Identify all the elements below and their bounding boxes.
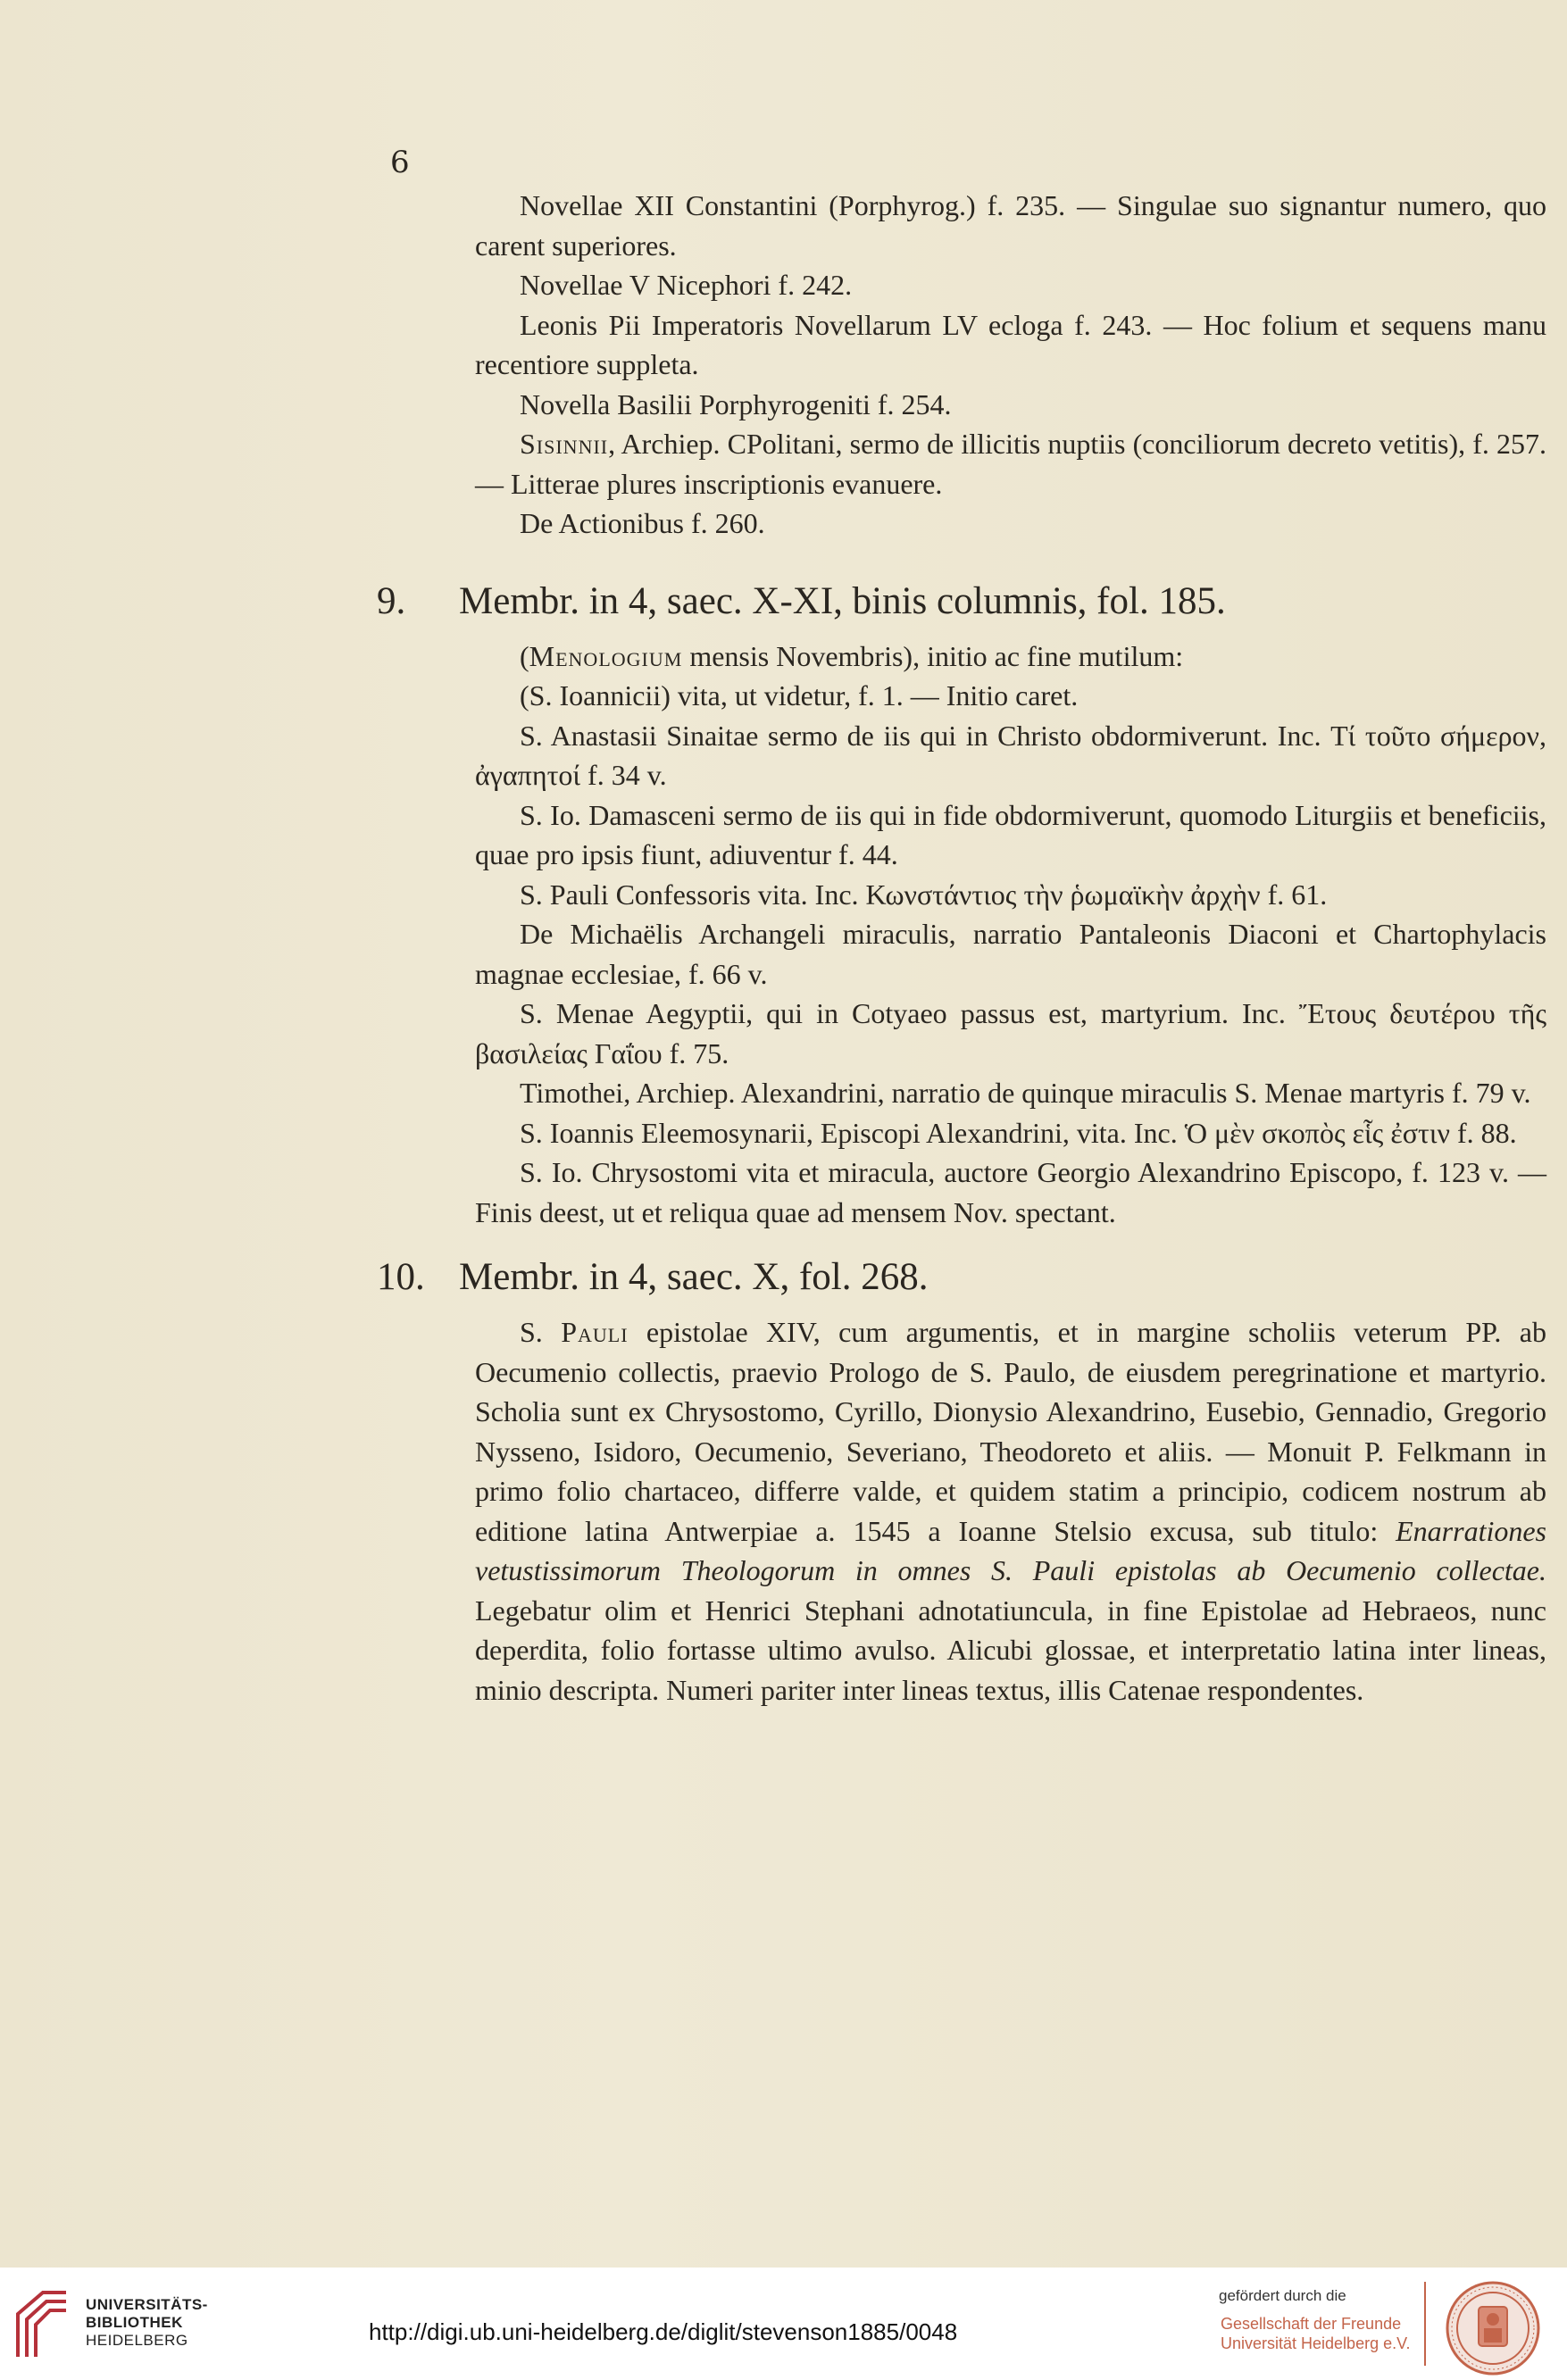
codex-number: 9. xyxy=(377,579,406,622)
codex-heading xyxy=(377,1255,1546,1300)
page-body xyxy=(377,186,1547,1710)
sponsor-name-line2: Universität Heidelberg e.V. xyxy=(1221,2334,1411,2352)
catalog-entry: (S. Ioannicii) vita, ut videtur, f. 1. — Initio caret. xyxy=(520,679,1079,712)
catalog-entry: Novellae XII Constantini (Porphyrog.) f. 235. — Singulae suo signantur numero, quo carent superiores. xyxy=(475,189,1546,262)
catalog-entry: S. Io. Chrysostomi vita et miracula, auctore Georgio Alexandrino Episcopo, f. 123 v. — Finis deest, ut et reliqua quae ad mensem Nov. spectant. xyxy=(475,1156,1546,1228)
footer-bar xyxy=(0,2268,1567,2380)
catalog-entry: S. Anastasii Sinaitae sermo de iis qui in Christo obdormiverunt. Inc. Τί τοῦτο σήμερον, ἀγαπητοί f. 34 v. xyxy=(475,719,1546,791)
catalog-entry: Timothei, Archiep. Alexandrini, narratio de quinque miraculis S. Menae martyris f. 79 v. xyxy=(520,1077,1531,1109)
library-logo-icon xyxy=(13,2287,71,2362)
university-seal-icon xyxy=(1445,2280,1541,2376)
catalog-entry: Sisinnii, Archiep. CPolitani, sermo de illicitis nuptiis (conciliorum decreto vetitis), f. 257. — Litterae plures inscriptionis evanuere. xyxy=(475,428,1546,500)
catalog-entry: (Menologium mensis Novembris), initio ac fine mutilum: xyxy=(520,639,1184,672)
catalog-entry: Novella Basilii Porphyrogeniti f. 254. xyxy=(520,387,952,420)
catalog-entry: S. Pauli epistolae XIV, cum argumentis, et in margine scholiis veterum PP. ab Oecumenio collectis, praevio Prologo de S. Paulo, de eiusdem peregrinatione et martyrio. Scholia sunt ex Chrysostomo, Cyrillo, Dionysio Alexandrino, Eusebio, Gennadio, Gregorio Nysseno, Isidoro, Oecumenio, Severiano, Theodoreto et aliis. — Monuit P. Felkmann in primo folio chartaceo, differre valde, et quidem statim a principio, codicem nostrum ab editione latina Antwerpiae a. 1545 a Ioanne Stelsio excusa, sub titulo: Enarrationes vetustissimorum Theologorum in omnes S. Pauli epistolas ab Oecumenio collectae. Legebatur olim et Henrici Stephani adnotatiuncula, in fine Epistolae ad Hebraeos, nunc deperdita, folio fortasse ultimo avulso. Alicubi glossae, et interpretatio latina inter lineas, minio descripta. Numeri pariter inter lineas textus, illis Catenae respondentes. xyxy=(475,1316,1547,1706)
catalog-entry: S. Pauli Confessoris vita. Inc. Κωνστάντιος τὴν ῥωμαϊκὴν ἀρχὴν f. 61. xyxy=(520,878,1328,911)
library-name xyxy=(86,2296,208,2350)
catalog-entry: De Actionibus f. 260. xyxy=(520,507,765,539)
page-number: 6 xyxy=(390,145,410,180)
source-url[interactable]: http://digi.ub.uni-heidelberg.de/diglit/stevenson1885/0048 xyxy=(369,2318,958,2345)
codex-heading xyxy=(377,579,1546,624)
catalog-entry: Leonis Pii Imperatoris Novellarum LV ecloga f. 243. — Hoc folium et sequens manu recentiore suppleta. xyxy=(475,308,1546,380)
library-name-line3: HEIDELBERG xyxy=(86,2332,188,2349)
library-name-line1: UNIVERSITÄTS- xyxy=(86,2296,208,2313)
library-name-line2: BIBLIOTHEK xyxy=(86,2314,183,2331)
catalog-entry: Novellae V Nicephori f. 242. xyxy=(520,269,853,301)
sponsor-name-line1: Gesellschaft der Freunde xyxy=(1221,2315,1402,2333)
catalog-entry: S. Menae Aegyptii, qui in Cotyaeo passus est, martyrium. Inc. Ἔτους δευτέρου τῆς βασιλείας Γαΐου f. 75. xyxy=(475,997,1546,1069)
catalog-entry: S. Ioannis Eleemosynarii, Episcopi Alexandrini, vita. Inc. Ὁ μὲν σκοπὸς εἷς ἐστιν f. 88. xyxy=(520,1116,1517,1149)
footer-divider xyxy=(1424,2282,1426,2366)
codex-number: 10. xyxy=(377,1256,425,1298)
catalog-entry: S. Io. Damasceni sermo de iis qui in fide obdormiverunt, quomodo Liturgiis et beneficiis, quae pro ipsis fiunt, adiuventur f. 44. xyxy=(475,798,1546,870)
catalog-entry: De Michaëlis Archangeli miraculis, narratio Pantaleonis Diaconi et Chartophylacis magnae ecclesiae, f. 66 v. xyxy=(475,918,1546,990)
codex-description: Membr. in 4, saec. X, fol. 268. xyxy=(459,1256,929,1298)
sponsor-name xyxy=(1221,2314,1410,2353)
codex-description: Membr. in 4, saec. X-XI, binis columnis, fol. 185. xyxy=(459,579,1226,622)
sponsor-label: gefördert durch die xyxy=(1219,2287,1346,2304)
